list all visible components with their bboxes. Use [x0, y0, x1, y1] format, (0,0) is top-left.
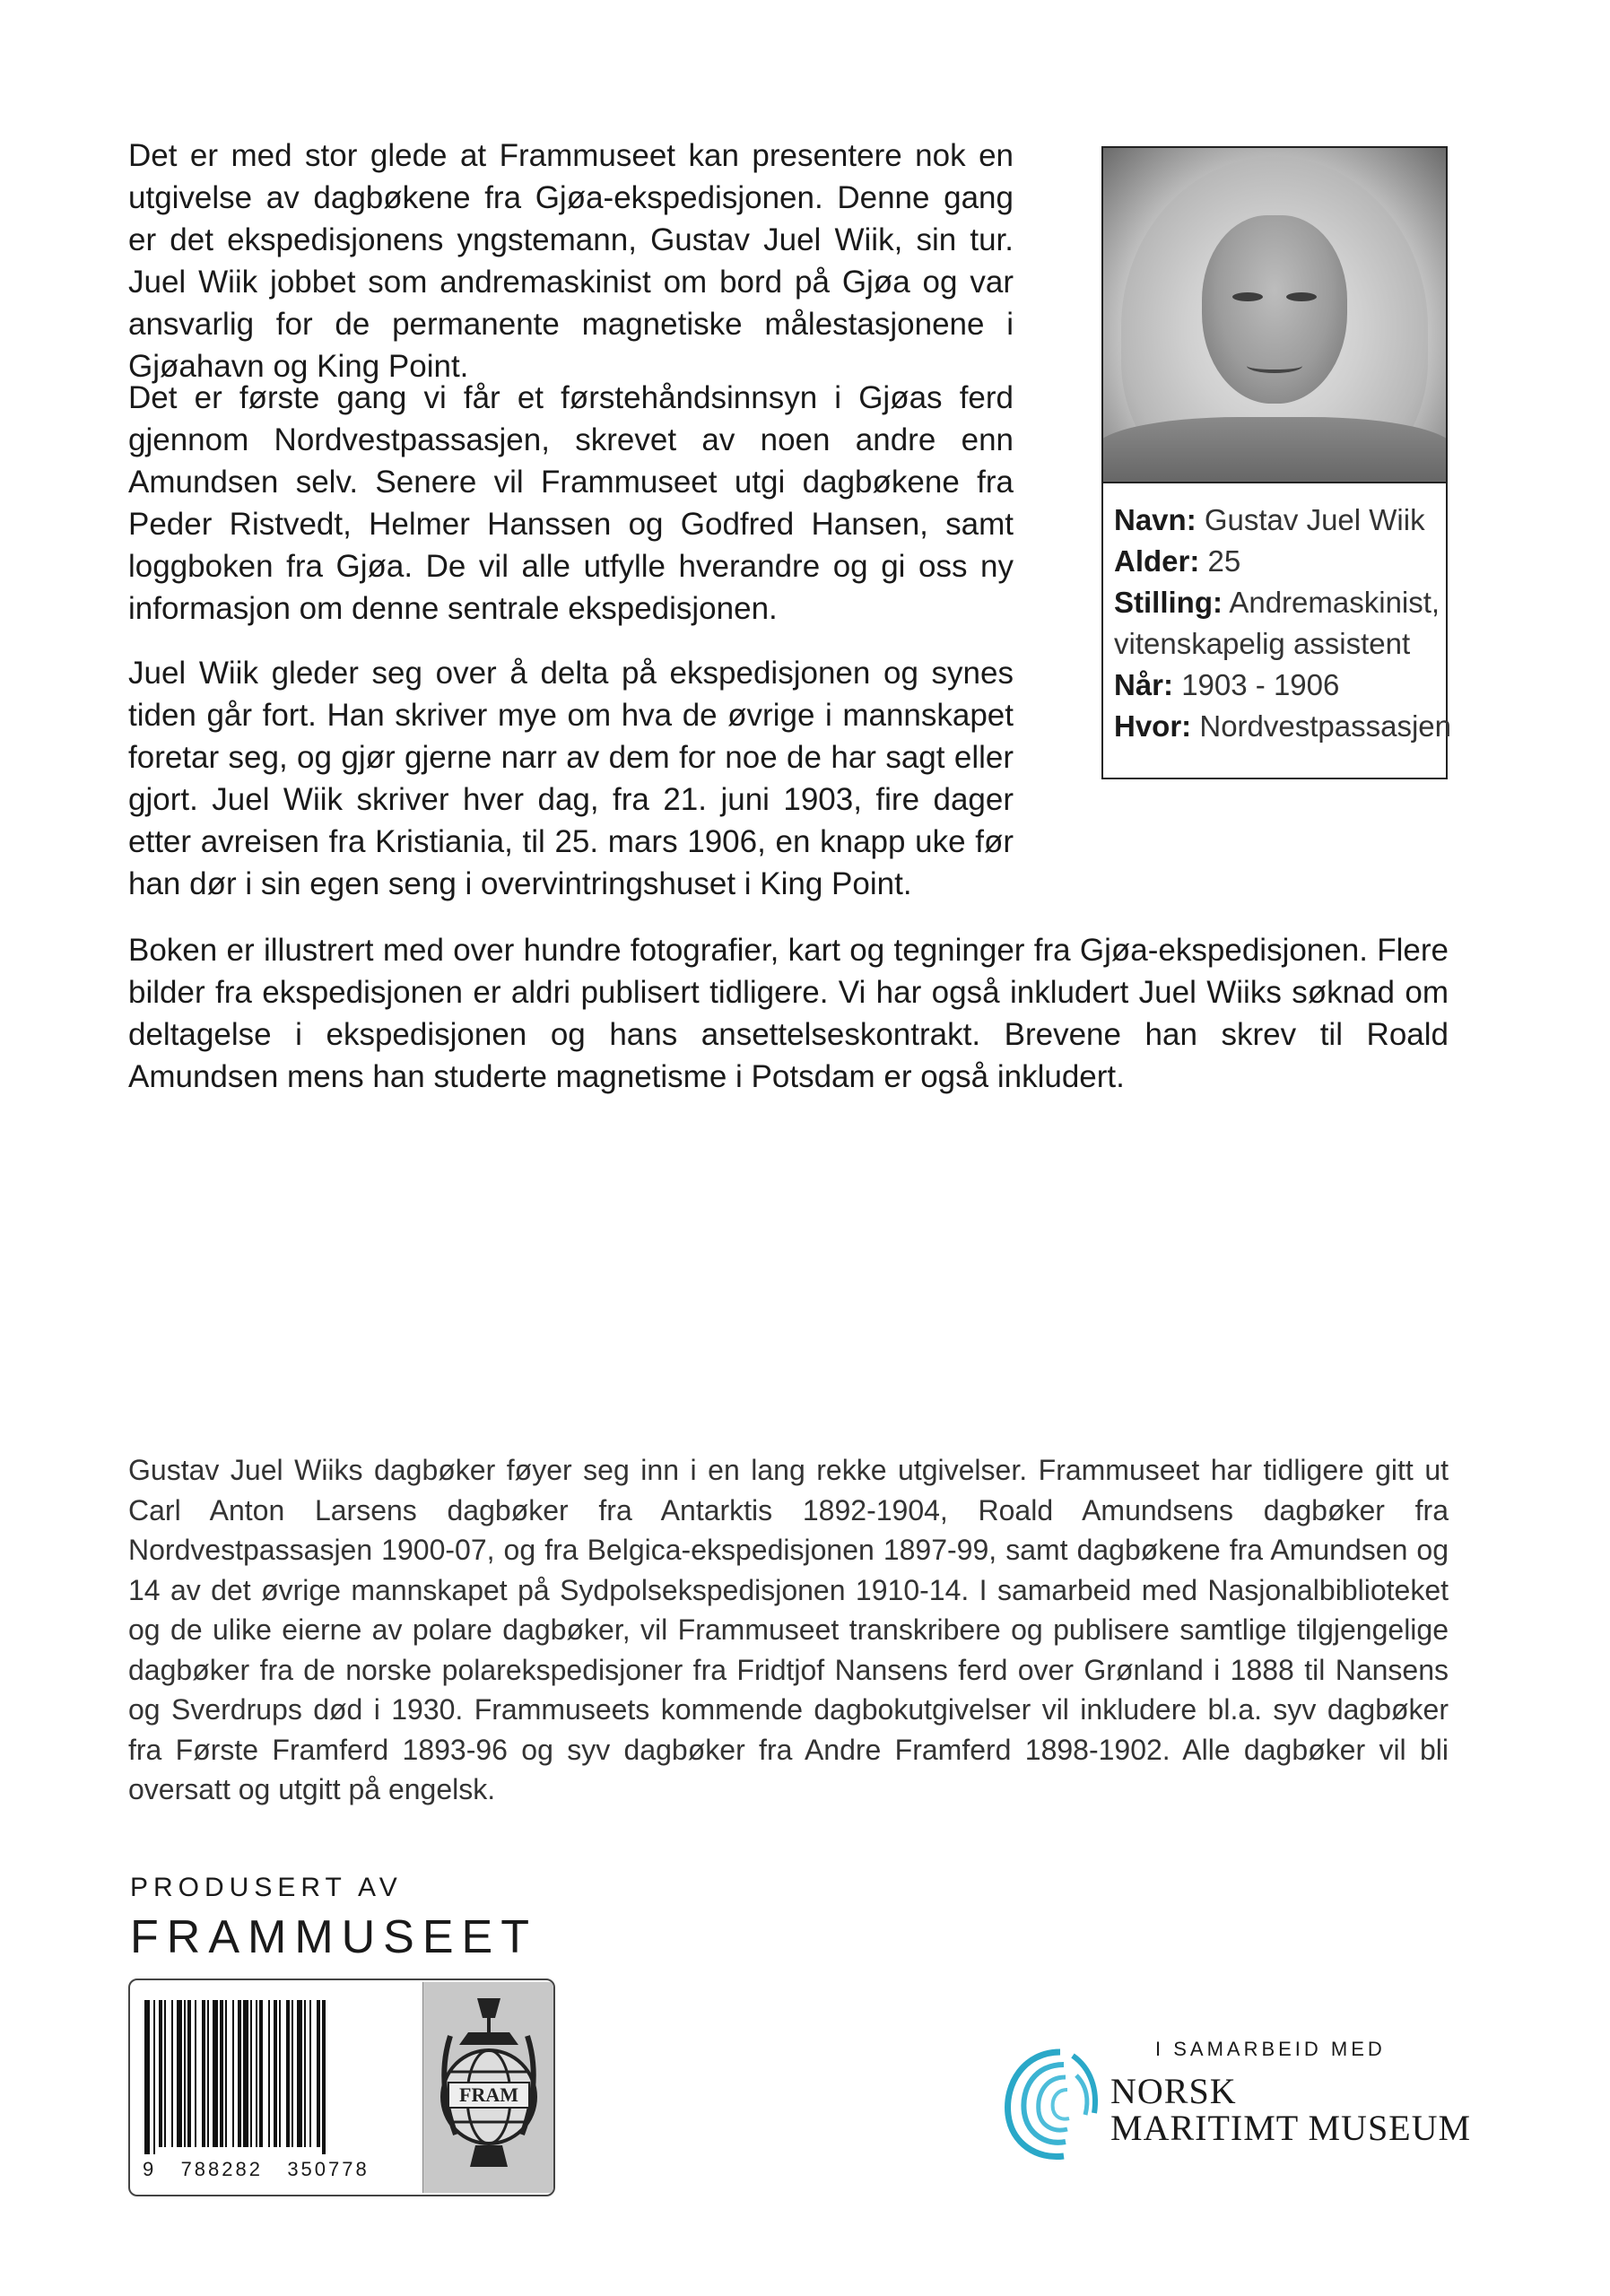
barcode-bars [143, 2000, 405, 2154]
fram-globe-logo-icon [423, 1982, 554, 2193]
profile-position-row-2: vitenskapelig assistent [1114, 627, 1411, 660]
profile-box [1101, 146, 1452, 779]
face-shape [1202, 215, 1347, 404]
profile-age-row: Alder: 25 [1114, 544, 1241, 578]
series-paragraph: Gustav Juel Wiiks dagbøker føyer seg inn i en lang rekke utgivelser. Frammuseet har tidligere gitt ut Carl Anton Larsens dagbøker fra Antarktis 1892-1904, Roald Amundsens dagbøker fra Nordvestpassasjen 1900-07, og fra Belgica-ekspedisjonen 1897-99, samt dagbøkene fra Amundsen og 14 av det øvrige mannskapet på Sydpolsekspedisjonen 1910-14. I samarbeid med Nasjonalbiblioteket og de ulike eierne av polare dagbøker, vil Frammuseet transkribere og publisere samtlige tilgjengelige dagbøker fra de norske polarekspedisjoner fra Fridtjof Nansens ferd over Grønland i 1888 til Nansens og Sverdrups død i 1930. Frammuseets kommende dagbokutgivelser vil inkludere bl.a. syv dagbøker fra Første Framferd 1893-96 og syv dagbøker fra Andre Framferd 1898-1902. Alle dagbøker vil bli oversatt og utgitt på engelsk. [128, 1454, 1449, 1805]
isbn-number: 9 788282 350778 [143, 2158, 370, 2180]
profile-position-row: Stilling: Andremaskinist, [1114, 586, 1440, 619]
intro-paragraph-2: Det er første gang vi får et førstehåndsinnsyn i Gjøas ferd gjennom Nordvestpassasjen, skrevet av noen andre enn Amundsen selv. Senere vil Frammuseet utgi dagbøkene fra Peder Ristvedt, Helmer Hanssen og Godfred Hansen, samt loggboken fra Gjøa. De vil alle utfylle hverandre og gi oss ny informasjon om denne sentrale ekspedisjonen. [128, 380, 1014, 626]
fram-logo-text: FRAM [459, 2083, 518, 2106]
collaboration-caption: I SAMARBEID MED [1155, 2038, 1386, 2060]
produced-by-caption: PRODUSERT AV [130, 1873, 403, 1902]
norsk-maritimt-museum-wave-icon [997, 2034, 1105, 2169]
profile-name-row: Navn: Gustav Juel Wiik [1114, 503, 1425, 536]
museum-name-line-1: NORSK [1110, 2071, 1237, 2111]
illustrations-paragraph: Boken er illustrert med over hundre fotografier, kart og tegninger fra Gjøa-ekspedisjonen. Flere bilder fra ekspedisjonen er aldri publisert tidligere. Vi har også inkludert Juel Wiiks søknad om deltagelse i ekspedisjonen og hans ansettelseskontrakt. Brevene han skrev til Roald Amundsen mens han studerte magnetisme i Potsdam er også inkludert. [128, 933, 1449, 1094]
barcode-box [128, 1979, 555, 2196]
museum-name-line-2: MARITIMT MUSEUM [1110, 2108, 1472, 2148]
intro-paragraph-1: Det er med stor glede at Frammuseet kan presentere nok en utgivelse av dagbøkene fra Gjøa-ekspedisjonen. Denne gang er det ekspedisjonens yngstemann, Gustav Juel Wiik, sin tur. Juel Wiik jobbet som andremaskinist om bord på Gjøa og var ansvarlig for de permanente magnetiske målestasjonene i Gjøahavn og King Point. [128, 138, 1014, 384]
fram-logo-panel [422, 1982, 554, 2193]
profile-when-row: Når: 1903 - 1906 [1114, 668, 1340, 701]
portrait-photo [1103, 148, 1446, 483]
profile-info [1114, 500, 1452, 747]
intro-paragraph-3: Juel Wiik gleder seg over å delta på ekspedisjonen og synes tiden går fort. Han skriver mye om hva de øvrige i mannskapet foretar seg, og gjør gjerne narr av dem for noe de har sagt eller gjort. Juel Wiik skriver hver dag, fra 21. juni 1903, fire dager etter avreisen fra Kristiania, til 25. mars 1906, en knapp uke før han dør i sin egen seng i overvintringshuset i King Point. [128, 656, 1014, 901]
fur-collar-shape [1103, 417, 1446, 483]
profile-where-row: Hvor: Nordvestpassasjen [1114, 709, 1452, 743]
producer-name: FRAMMUSEET [130, 1911, 537, 1963]
